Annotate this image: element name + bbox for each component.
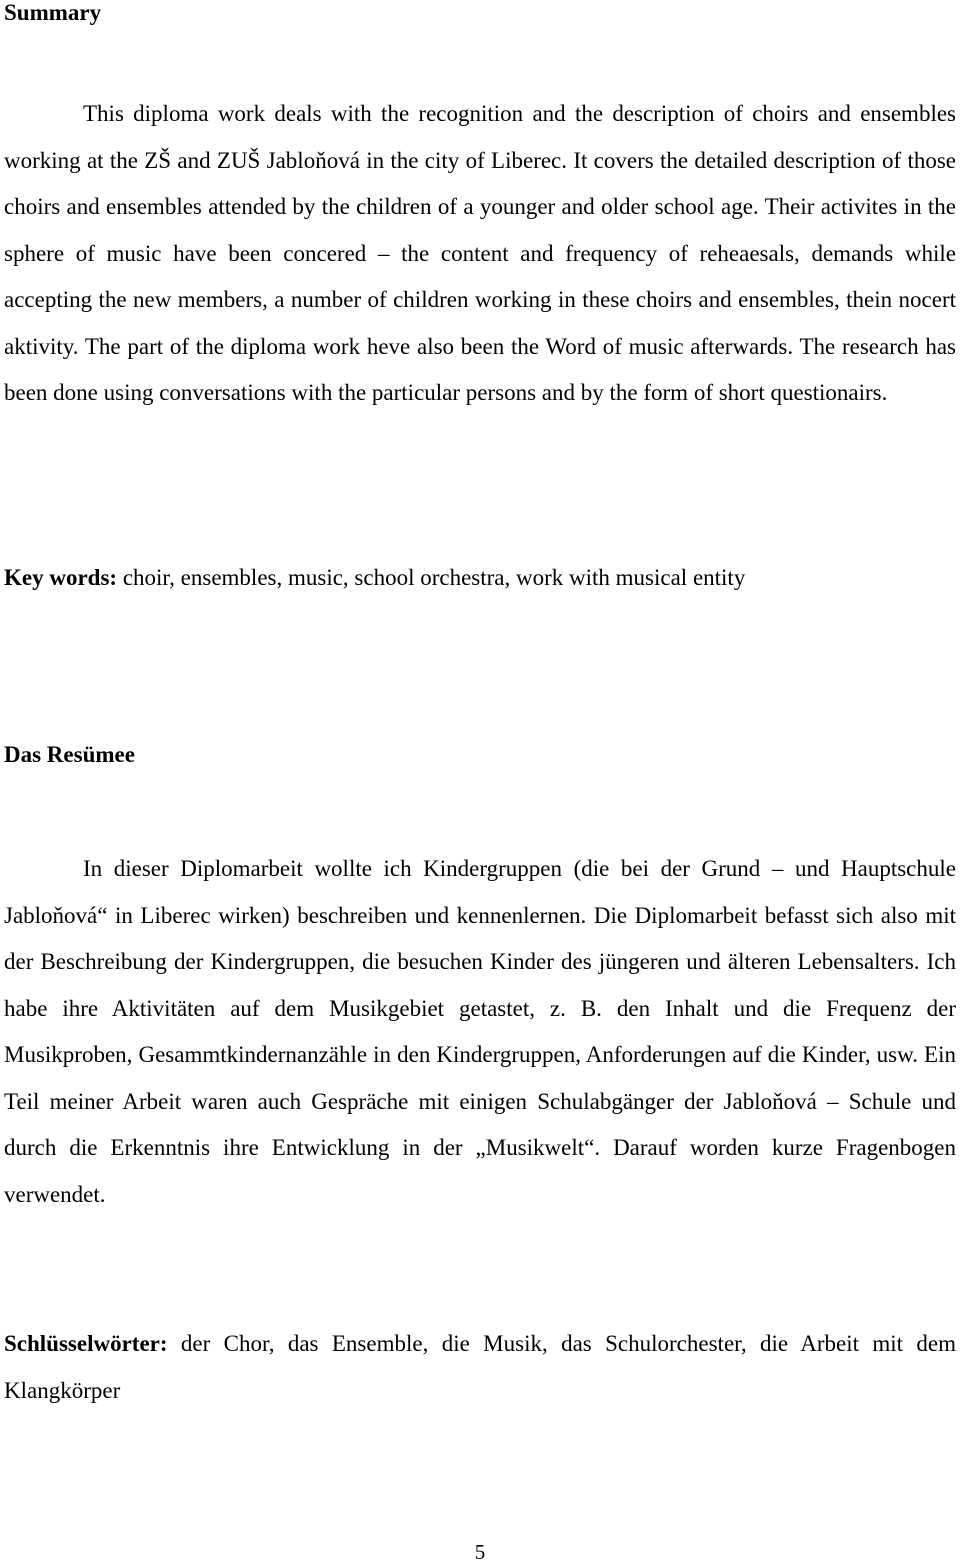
resumee-keywords-text: der Chor, das Ensemble, die Musik, das Schulorchester, die Arbeit mit dem Klangkörper bbox=[4, 1331, 956, 1403]
resumee-keywords-label: Schlüsselwörter: bbox=[4, 1331, 168, 1356]
summary-keywords-label: Key words: bbox=[4, 565, 118, 590]
summary-heading: Summary bbox=[4, 0, 102, 25]
resumee-heading: Das Resümee bbox=[4, 742, 135, 767]
page-number: 5 bbox=[474, 1540, 486, 1564]
resumee-paragraph: In dieser Diplomarbeit wollte ich Kindergruppen (die bei der Grund – und Hauptschule Jabloňová“ in Liberec wirken) beschreiben und kennenlernen. Die Diplomarbeit befasst sich also mit der Beschreibung der Kindergruppen, die besuchen Kinder des jüngeren und älteren Lebensalters. Ich habe ihre Aktivitäten auf dem Musikgebiet getastet, z. B. den Inhalt und die Frequenz der Musikproben, Gesammtkindernanzähle in den Kindergruppen, Anforderungen auf die Kinder, usw. Ein Teil meiner Arbeit waren auch Gespräche mit einigen Schulabgänger der Jabloňová – Schule und durch die Erkenntnis ihre Entwicklung in der „Musikwelt“. Darauf worden kurze Fragenbogen verwendet. bbox=[4, 856, 956, 1207]
resumee-keywords bbox=[4, 1321, 956, 1414]
summary-keywords-text: choir, ensembles, music, school orchestra, work with musical entity bbox=[117, 565, 746, 590]
summary-keywords bbox=[4, 555, 956, 602]
summary-paragraph: This diploma work deals with the recognition and the description of choirs and ensembles working at the ZŠ and ZUŠ Jabloňová in the city of Liberec. It covers the detailed description of those choirs and ensembles attended by the children of a younger and older school age. Their activites in the sphere of music have been concered – the content and frequency of reheaesals, demands while accepting the new members, a number of children working in these choirs and ensembles, thein nocert aktivity. The part of the diploma work heve also been the Word of music afterwards. The research has been done using conversations with the particular persons and by the form of short questionairs. bbox=[4, 101, 956, 405]
